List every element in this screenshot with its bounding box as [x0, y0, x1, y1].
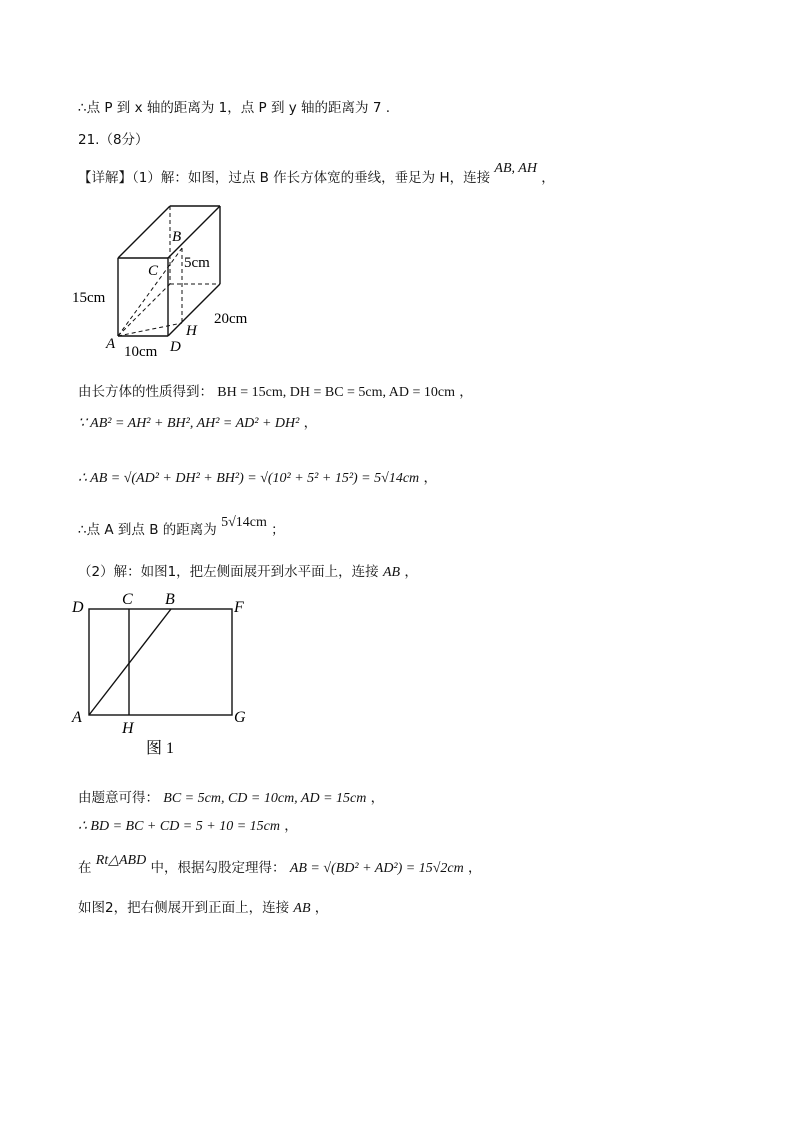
text-line-12 [78, 898, 328, 919]
length-label: 20cm [214, 311, 248, 327]
line-12-text: 如图2，把右侧展开到正面上，连接 [78, 900, 290, 916]
text-line-4 [78, 382, 473, 403]
line-7-math: 5√14cm [221, 515, 267, 530]
fig1-g-label: G [234, 709, 246, 726]
line-8-math: AB [382, 565, 401, 580]
cuboid-figure [70, 195, 260, 365]
text-line-1 [78, 98, 390, 118]
line-7-text: ∴点 A 到点 B 的距离为 [78, 522, 217, 538]
point-a-label: A [106, 336, 116, 352]
width-label: 10cm [124, 344, 158, 360]
figure-1 [66, 588, 266, 763]
height-label: 15cm [72, 290, 106, 306]
line-12-suffix: ， [314, 900, 329, 916]
text-line-6 [78, 468, 437, 489]
fig1-f-label: F [234, 599, 244, 616]
point-d-label: D [170, 339, 181, 355]
line-7-suffix: ； [271, 522, 285, 538]
line-6-math: ∴ AB = √(AD² + DH² + BH²) = √(10² + 5² + 15²) = 5√14cm [78, 471, 420, 486]
line-3-text: 【详解】（1）解：如图，过点 B 作长方体宽的垂线，垂足为 H，连接 [78, 170, 491, 186]
point-c-label: C [148, 263, 159, 279]
line-9-text: 由题意可得： [78, 790, 159, 806]
depth-label: 5cm [184, 255, 210, 271]
text-line-3 [78, 161, 555, 189]
line-11-triangle: Rt△ABD [95, 853, 147, 868]
fig1-a-label: A [72, 709, 82, 726]
line-3-suffix: ， [541, 170, 555, 186]
line-10-suffix: ， [284, 818, 298, 834]
fig1-b-label: B [165, 591, 175, 608]
line-10-math: ∴ BD = BC + CD = 5 + 10 = 15cm [78, 819, 280, 834]
line-4-suffix: ， [459, 384, 473, 400]
line-8-suffix: ， [404, 564, 418, 580]
fig1-c-label: C [122, 591, 133, 608]
text-line-10 [78, 816, 298, 837]
line-9-math: BC = 5cm, CD = 10cm, AD = 15cm [163, 791, 367, 806]
fig1-h-label: H [122, 720, 134, 737]
point-b-label: B [172, 229, 182, 245]
line-5-suffix: ， [303, 415, 318, 431]
fig1-caption: 图 1 [146, 740, 175, 757]
line-8-text: （2）解：如图1，把左侧面展开到水平面上，连接 [78, 564, 379, 580]
point-h-label: H [186, 323, 197, 339]
text-line-8 [78, 562, 418, 583]
line-6-suffix: ， [423, 470, 437, 486]
line-5-math: ∵ AB² = AH² + BH², AH² = AD² + DH² [78, 416, 300, 431]
line-4-math: BH = 15cm, DH = BC = 5cm, AD = 10cm [217, 385, 455, 400]
question-number [78, 130, 149, 150]
line-11-math: AB = √(BD² + AD²) = 15√2cm [289, 861, 464, 876]
line-3-math: AB, AH [494, 161, 537, 176]
question-21-text: 21.（8分） [78, 132, 149, 148]
line-12-math: AB [293, 901, 311, 916]
text-line-9 [78, 788, 384, 809]
line-11-text: 在 [78, 860, 92, 876]
line-9-suffix: ， [370, 790, 385, 806]
line-11-mid: 中，根据勾股定理得： [150, 860, 286, 876]
text-line-5 [78, 413, 317, 434]
fig1-d-label: D [72, 599, 84, 616]
text-line-7 [78, 515, 285, 541]
text-line-11 [78, 853, 482, 879]
line-4-text: 由长方体的性质得到： [78, 384, 213, 400]
line-11-suffix: ， [468, 860, 482, 876]
line-1-text: ∴点 P 到 x 轴的距离为 1，点 P 到 y 轴的距离为 7 . [78, 100, 391, 116]
